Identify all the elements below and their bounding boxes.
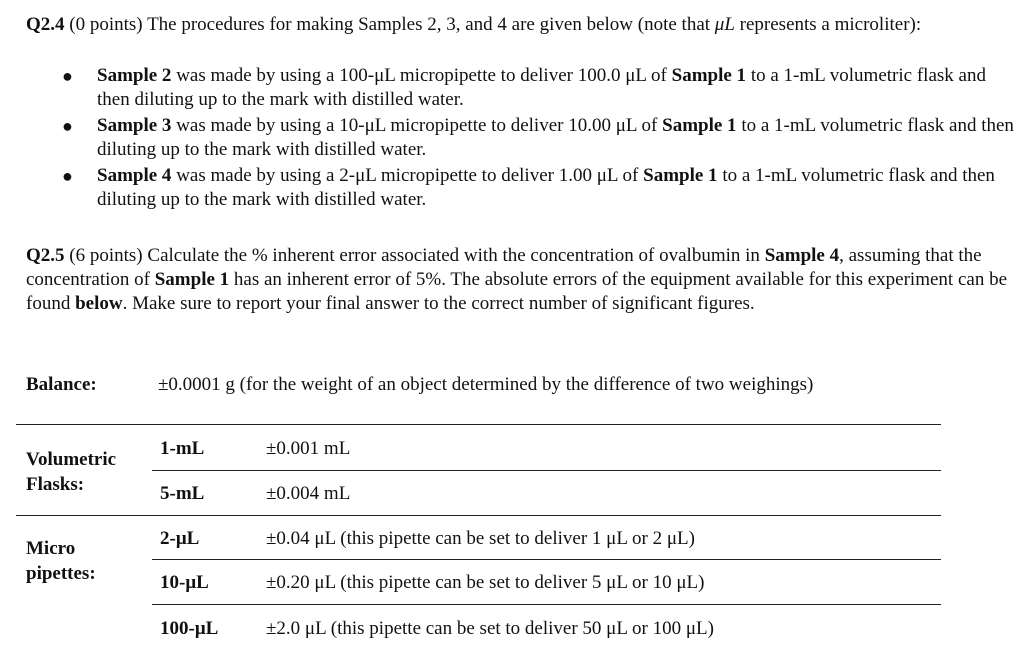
flask-error-5ml: ±0.004 mL — [266, 483, 351, 504]
group-label-volumetric-flasks: Volumetric Flasks: — [26, 449, 117, 495]
group-label-micropipettes: Micro pipettes: — [26, 538, 96, 584]
question-2-5 — [26, 244, 1016, 316]
question-2-4 — [26, 13, 1016, 37]
question-points: (0 points) — [69, 14, 143, 35]
question-points: (6 points) — [69, 245, 143, 266]
list-item: ● Sample 3 was made by using a 10-μL micropipette to deliver 10.00 μL of Sample 1 to a 1-mL volumetric flask and then diluting up to the mark with distilled water. — [62, 115, 1014, 160]
balance-value: ±0.0001 g (for the weight of an object determined by the difference of two weighings) — [158, 374, 814, 395]
table-row-rule — [152, 470, 941, 471]
pipette-size-100ul: 100-μL — [160, 618, 219, 639]
pipette-error-2ul: ±0.04 μL (this pipette can be set to deliver 1 μL or 2 μL) — [266, 528, 695, 549]
table-row-rule — [152, 604, 941, 605]
sample-procedures-list — [26, 64, 1016, 214]
pipette-error-100ul: ±2.0 μL (this pipette can be set to deliver 50 μL or 100 μL) — [266, 618, 714, 639]
bullet-icon: ● — [62, 166, 73, 186]
question-2-4-prompt: Q2.4 (0 points) The procedures for making Samples 2, 3, and 4 are given below (note that μL represents a microliter): — [26, 14, 922, 35]
balance-label: Balance: — [26, 374, 97, 395]
flask-size-1ml: 1-mL — [160, 438, 205, 459]
table-top-rule — [16, 424, 941, 425]
table-group-rule — [16, 515, 941, 516]
question-2-5-prompt: Q2.5 (6 points) Calculate the % inherent error associated with the concentration of ovalbumin in Sample 4, assuming that the concentration of Sample 1 has an inherent error of 5%. The absolute errors of the equipment available for this experiment can be found below. Make sure to report your final answer to the correct number of significant figures. — [26, 245, 1008, 314]
list-item: ● Sample 2 was made by using a 100-μL micropipette to deliver 100.0 μL of Sample 1 to a 1-mL volumetric flask and then diluting up to the mark with distilled water. — [62, 65, 986, 110]
bullet-icon: ● — [62, 116, 73, 136]
table-row-rule — [152, 559, 941, 560]
microliter-symbol: μL — [714, 14, 735, 35]
flask-size-5ml: 5-mL — [160, 483, 205, 504]
pipette-error-10ul: ±0.20 μL (this pipette can be set to deliver 5 μL or 10 μL) — [266, 572, 705, 593]
question-number: Q2.4 — [26, 14, 65, 35]
pipette-size-10ul: 10-μL — [160, 572, 209, 593]
pipette-size-2ul: 2-μL — [160, 528, 200, 549]
question-number: Q2.5 — [26, 245, 65, 266]
flask-error-1ml: ±0.001 mL — [266, 438, 351, 459]
bullet-icon: ● — [62, 66, 73, 86]
list-item: ● Sample 4 was made by using a 2-μL micropipette to deliver 1.00 μL of Sample 1 to a 1-mL volumetric flask and then diluting up to the mark with distilled water. — [62, 165, 995, 210]
